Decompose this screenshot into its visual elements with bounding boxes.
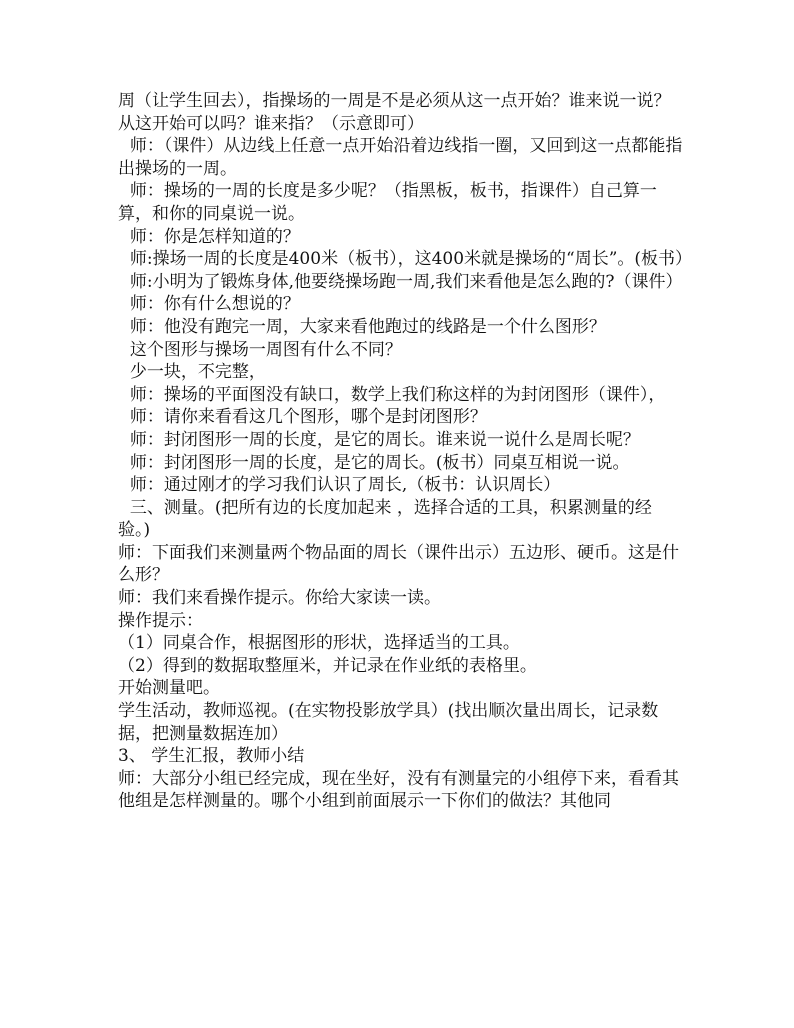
paragraph: 开始测量吧。 bbox=[118, 678, 220, 699]
paragraph: 师：操场的平面图没有缺口，数学上我们称这样的为封闭图形（课件）， bbox=[129, 384, 666, 405]
paragraph: 师：封闭图形一周的长度，是它的周长。谁来说一说什么是周长呢？ bbox=[129, 429, 640, 450]
paragraph: 师：操场的一周的长度是多少呢？（指黑板，板书，指课件）自己算一算，和你的同桌说一说。 bbox=[118, 181, 657, 224]
lesson-text-body bbox=[118, 90, 693, 813]
section-heading-report: 3、 学生汇报，教师小结 bbox=[118, 746, 305, 767]
paragraph: 师：你有什么想说的？ bbox=[129, 294, 300, 315]
paragraph: 师：我们来看操作提示。你给大家读一读。 bbox=[118, 588, 441, 609]
paragraph: 周（让学生回去），指操场的一周是不是必须从这一点开始？谁来说一说？从这开始可以吗？谁来指？（示意即可） bbox=[118, 91, 671, 134]
paragraph: 师：请你来看看这几个图形，哪个是封闭图形？ bbox=[129, 407, 487, 428]
paragraph: 这个图形与操场一周图有什么不同？ bbox=[129, 339, 402, 360]
paragraph: 师：下面我们来测量两个物品面的周长（课件出示）五边形、硬币。这是什么形？ bbox=[118, 542, 679, 586]
operation-tip-item: （1）同桌合作，根据图形的形状，选择适当的工具。 bbox=[118, 633, 520, 654]
paragraph: 师：大部分小组已经完成，现在坐好，没有有测量完的小组停下来，看看其他组是怎样测量的。哪个小组到前面展示一下你们的做法？其他同 bbox=[118, 768, 679, 812]
paragraph: 少一块，不完整， bbox=[129, 362, 266, 383]
paragraph: 师:操场一周的长度是400米（板书），这400米就是操场的“周长”。(板书） bbox=[129, 249, 693, 270]
paragraph: 师:小明为了锻炼身体,他要绕操场跑一周,我们来看他是怎么跑的?（课件） bbox=[129, 271, 683, 292]
paragraph: 师：通过刚才的学习我们认识了周长,（板书：认识周长） bbox=[129, 475, 561, 496]
paragraph: 学生活动，教师巡视。(在实物投影放学具）(找出顺次量出周长，记录数据，把测量数据连加） bbox=[118, 701, 659, 744]
paragraph: 师：他没有跑完一周，大家来看他跑过的线路是一个什么图形？ bbox=[129, 316, 606, 337]
paragraph: 师：（课件）从边线上任意一点开始沿着边线指一圈，又回到这一点都能指出操场的一周。 bbox=[118, 136, 683, 179]
operation-tips-heading: 操作提示： bbox=[118, 610, 203, 631]
section-heading-measurement: 三、测量。(把所有边的长度加起来 ，选择合适的工具，积累测量的经验。) bbox=[118, 497, 652, 541]
operation-tip-item: （2）得到的数据取整厘米，并记录在作业纸的表格里。 bbox=[118, 655, 537, 676]
paragraph: 师：你是怎样知道的？ bbox=[129, 226, 300, 247]
paragraph: 师：封闭图形一周的长度，是它的周长。(板书）同桌互相说一说。 bbox=[129, 452, 630, 473]
